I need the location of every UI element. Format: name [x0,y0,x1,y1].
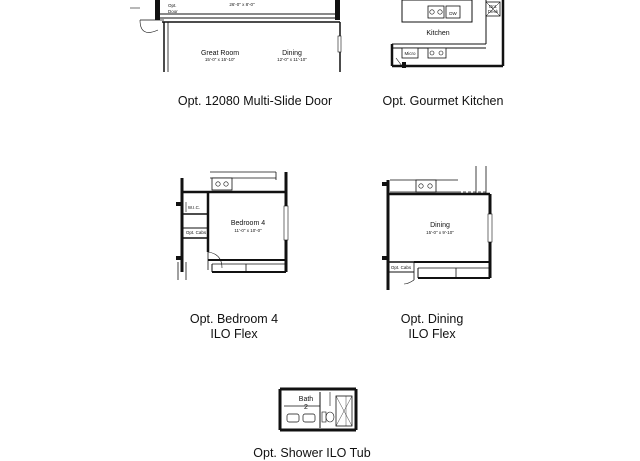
microwave-label: Micro [404,51,416,56]
opt-cabs-label-dining: Opt. Cabs [390,265,412,270]
caption-bedroom4 [124,312,344,342]
caption-bedroom4-line2: ILO Flex [210,327,258,341]
slide-door-dimension: 26'-0" x 8'-0" [229,2,255,7]
opt-door-label-1: Opt. [168,3,177,8]
caption-shower [202,446,422,461]
caption-gourmet-kitchen [333,94,553,109]
bedroom4-label: Bedroom 4 [230,220,266,227]
bedroom4-dimension: 11'-0" x 10'-0" [234,228,262,233]
opt-desk-label-2: Desk [487,9,499,14]
caption-kitchen-text: Opt. Gourmet Kitchen [382,94,504,108]
caption-multislide-door [145,94,365,109]
caption-shower-text: Opt. Shower ILO Tub [253,446,371,460]
caption-bedroom4-line1: Opt. Bedroom 4 [189,312,279,326]
wic-label: W.I.C. [187,205,201,210]
caption-dining-line1: Opt. Dining [400,312,464,326]
dining-dimension-2: 15'-0" x 9'-10" [426,230,454,235]
bath-label: Bath [298,396,314,403]
caption-dining [322,312,542,342]
great-room-dimension: 15'-0" x 15'-10" [204,57,236,62]
great-room-label: Great Room [200,50,240,57]
caption-dining-line2: ILO Flex [408,327,456,341]
bath-number: 2 [304,404,308,411]
dishwasher-label: DW [449,11,457,16]
opt-cabs-label-bedroom: Opt. Cabs [185,230,207,235]
plan-shower [280,389,356,430]
opt-desk-label-1: Opt. [488,4,498,9]
dining-label-1: Dining [282,50,302,57]
dining-label-2: Dining [430,222,450,229]
kitchen-label: Kitchen [426,30,450,37]
dining-dimension-1: 12'-0" x 11'-10" [277,57,307,62]
opt-door-label-2: Door [168,9,178,14]
caption-multislide-text: Opt. 12080 Multi-Slide Door [177,94,333,108]
plan-multislide-door [130,0,341,72]
